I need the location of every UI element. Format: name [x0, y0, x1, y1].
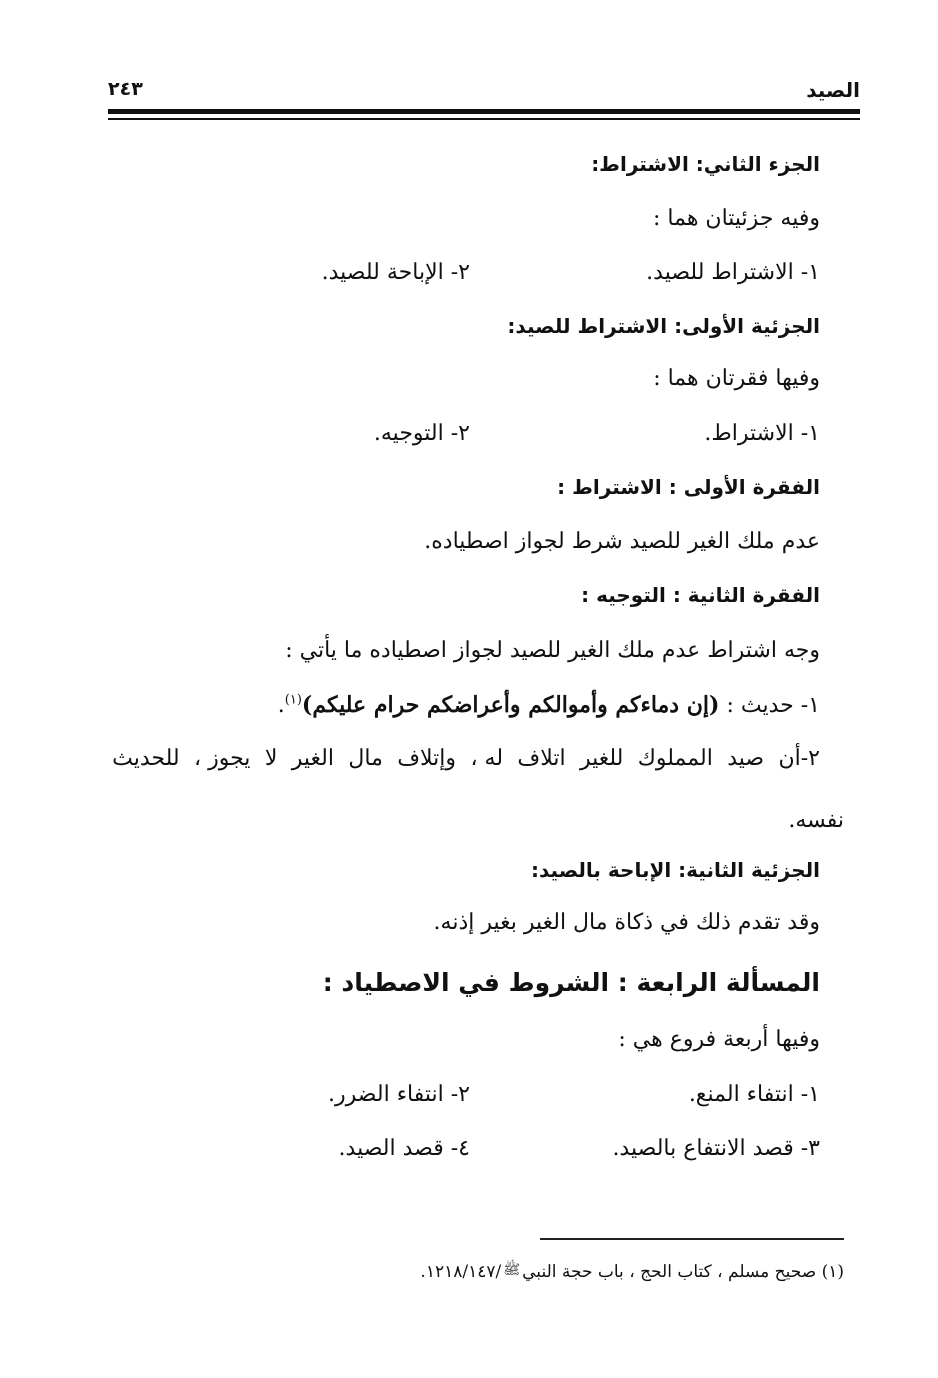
- page-number: ٢٤٣: [108, 78, 143, 100]
- reason-word: المملوك: [637, 746, 713, 771]
- paragraph-heading-second: الفقرة الثانية : التوجيه :: [581, 583, 820, 607]
- list-item-absence-of-prohibition: ١- انتفاء المنع.: [688, 1082, 820, 1107]
- header-rule-thin: [108, 118, 860, 120]
- subsection-heading-first-part: الجزئية الأولى: الاشتراط للصيد:: [507, 314, 820, 338]
- reason-word: مال: [348, 746, 383, 771]
- reason-word: له ،: [470, 746, 504, 771]
- list-item-intent-to-benefit: ٣- قصد الانتفاع بالصيد.: [612, 1136, 820, 1161]
- reason-word: ٢-أن: [778, 746, 820, 771]
- reason-word: صيد: [727, 746, 765, 771]
- list-item-permission-for-hunting: ٢- الإباحة للصيد.: [321, 260, 470, 285]
- list-item-condition-for-hunting: ١- الاشتراط للصيد.: [646, 260, 820, 285]
- reason-word: يجوز ،: [194, 746, 251, 771]
- list-item-second-reason: [112, 746, 820, 772]
- reason-word: اتلاف: [517, 746, 566, 771]
- paragraph-two-paragraphs: وفيها فقرتان هما :: [653, 366, 820, 391]
- honorific-icon: ﷺ: [503, 1262, 521, 1278]
- section-heading-conditions: الجزء الثاني: الاشتراط:: [591, 152, 820, 176]
- header-rule-thick: [108, 109, 860, 114]
- footnote-separator: [540, 1238, 844, 1240]
- footnote-text: (١) صحيح مسلم ، كتاب الحج ، باب حجة النبي: [522, 1262, 844, 1282]
- list-item-intent-to-hunt: ٤- قصد الصيد.: [338, 1136, 470, 1161]
- reason-continuation: نفسه.: [788, 808, 844, 833]
- header-title: الصيد: [806, 78, 860, 102]
- paragraph-condition-text: عدم ملك الغير للصيد شرط لجواز اصطياده.: [424, 529, 820, 554]
- reason-word: للغير: [579, 746, 624, 771]
- footnote-citation: /١٢١٨/١٤٧.: [420, 1262, 502, 1282]
- hadith-prefix: ١- حديث :: [726, 693, 820, 718]
- reason-word: الغير: [291, 746, 334, 771]
- list-item-absence-of-harm: ٢- انتفاء الضرر.: [328, 1082, 470, 1107]
- issue-heading-fourth: المسألة الرابعة : الشروط في الاصطياد :: [322, 968, 820, 997]
- reason-word: وإتلاف: [397, 746, 457, 771]
- hadith-quote: (إن دماءكم وأموالكم وأعراضكم حرام عليكم): [301, 692, 720, 718]
- reason-word: لا: [264, 746, 278, 771]
- hadith-end: .: [277, 693, 285, 718]
- list-item-justification: ٢- التوجيه.: [373, 421, 470, 446]
- list-item-hadith: [278, 692, 820, 719]
- footnote: [420, 1261, 844, 1282]
- reason-word: للحديث: [112, 746, 180, 771]
- footnote-reference[interactable]: (١): [284, 692, 302, 708]
- paragraph-justification-intro: وجه اشتراط عدم ملك الغير للصيد لجواز اصطياده ما يأتي :: [285, 638, 820, 663]
- paragraph-heading-first: الفقرة الأولى : الاشتراط :: [557, 475, 820, 499]
- subsection-heading-second-part: الجزئية الثانية: الإباحة بالصيد:: [530, 858, 820, 882]
- paragraph-four-branches: وفيها أربعة فروع هي :: [618, 1027, 820, 1052]
- paragraph-permission-text: وقد تقدم ذلك في ذكاة مال الغير بغير إذنه.: [433, 910, 820, 935]
- paragraph-two-parts: وفيه جزئيتان هما :: [653, 206, 820, 231]
- list-item-condition: ١- الاشتراط.: [704, 421, 820, 446]
